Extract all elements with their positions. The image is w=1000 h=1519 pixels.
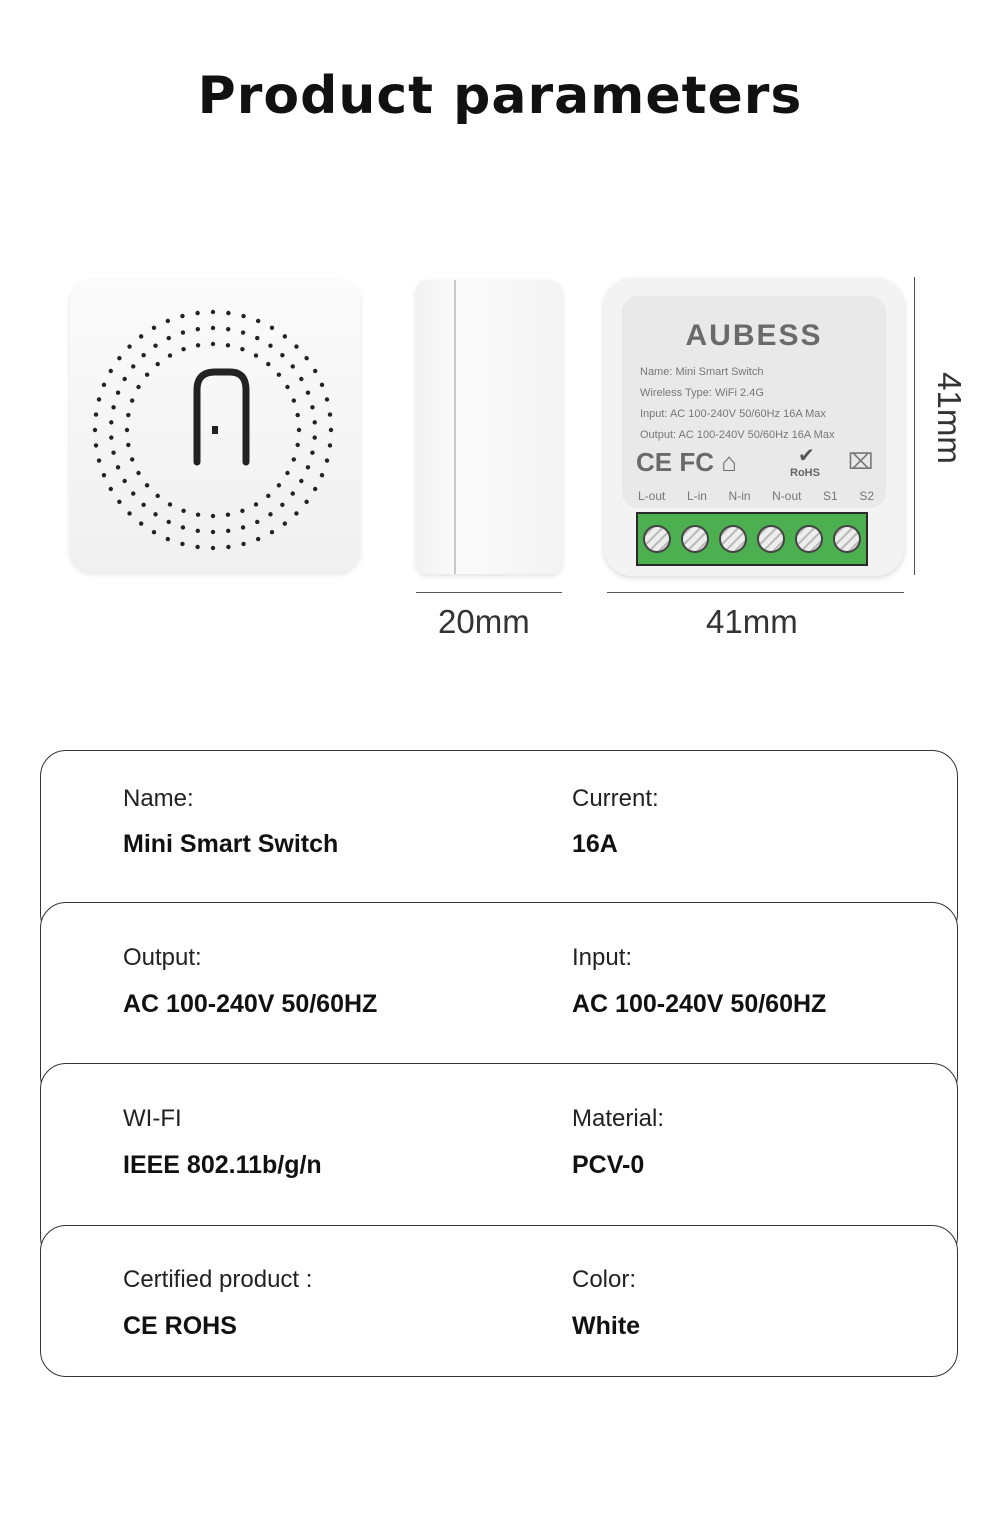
device-front-view	[70, 280, 360, 572]
spec-value: CE ROHS	[123, 1312, 237, 1340]
button-icon	[70, 280, 360, 572]
cert-icons: CE FC ⌂	[636, 447, 737, 477]
spec-value: IEEE 802.11b/g/n	[123, 1151, 322, 1179]
spec-label: Input:	[572, 944, 633, 971]
weee-bin-icon: ⌧	[848, 449, 874, 474]
brand-logo: AUBESS	[685, 319, 823, 352]
spec-card	[40, 1225, 958, 1377]
width-dimension: 41mm	[706, 603, 798, 640]
spec-label: Color:	[572, 1266, 637, 1293]
ce-fcc-mark: CE FC	[636, 447, 714, 477]
spec-value: White	[572, 1312, 641, 1340]
spec-value: Mini Smart Switch	[123, 830, 339, 858]
spec-label: Name:	[123, 785, 194, 812]
spec-label: Certified product :	[123, 1266, 313, 1293]
device-side-view	[416, 280, 562, 574]
spec-value: 16A	[572, 830, 618, 858]
spec-value: PCV-0	[572, 1151, 645, 1179]
height-dimension: 41mm	[930, 372, 968, 464]
spec-label: Material:	[572, 1105, 665, 1132]
device-label	[622, 296, 886, 508]
label-line: Input: AC 100-240V 50/60Hz 16A Max	[640, 408, 826, 420]
page-title: Product parameters	[197, 66, 803, 126]
rohs-mark: RoHS	[790, 467, 820, 479]
depth-dimension: 20mm	[438, 603, 530, 640]
label-line: Output: AC 100-240V 50/60Hz 16A Max	[640, 429, 835, 441]
check-icon: ✔	[798, 445, 815, 467]
device-back-view	[604, 278, 904, 576]
spec-label: Output:	[123, 944, 202, 971]
spec-value: AC 100-240V 50/60HZ	[572, 990, 827, 1018]
spec-label: Current:	[572, 785, 659, 812]
label-line: Name: Mini Smart Switch	[640, 366, 764, 378]
terminal-labels: L-out L-in N-in N-out S1 S2	[638, 489, 874, 503]
label-line: Wireless Type: WiFi 2.4G	[640, 387, 764, 399]
spec-value: AC 100-240V 50/60HZ	[123, 990, 378, 1018]
spec-label: WI-FI	[123, 1105, 182, 1132]
terminal-block	[636, 512, 868, 566]
